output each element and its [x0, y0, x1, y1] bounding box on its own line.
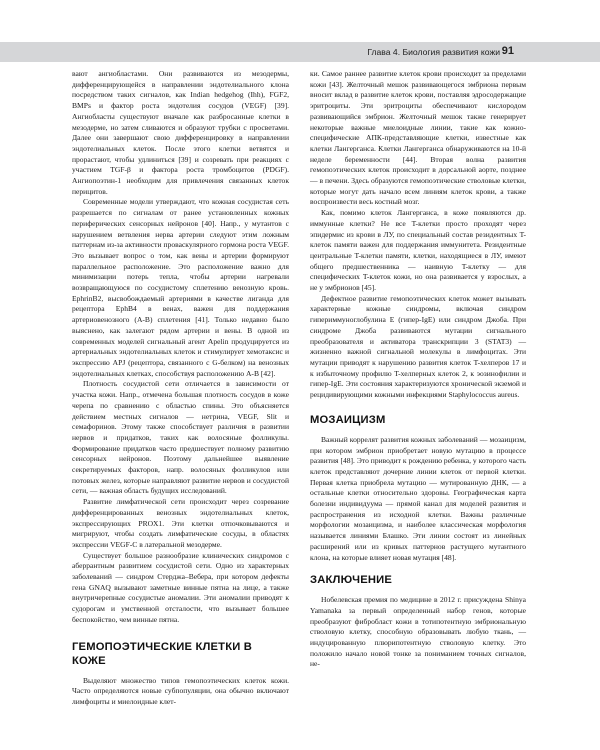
paragraph: Существует большое разнообразие клинических синдромов с аберрантным развитием сосудистой сети. Одно из характерных заболеваний — синдром Стерджа–Вебера, при котором дефекты гена GNAQ вызывают заметные винные пятна на лице, а также внутричерепные сосудистые аномалии. Эти аномалии приводят к судорогам и умственной отсталости, что вызывает большее беспокойство, чем винные пятна. [72, 550, 289, 624]
paragraph: Развитие лимфатической сети происходит через созревание дифференцированных венозных эндотелиальных клеток, экспрессирующих PROX1. Эти клетки отпочковываются и мигрируют, чтобы создать лимфатические сосуды, в областях экспрессии VEGF-C в латеральной мезодерме. [72, 497, 289, 549]
section-heading-mosaicism: МОЗАИЦИЗМ [310, 413, 386, 426]
left-column [72, 69, 289, 708]
paragraph: Выделяют множество типов гемопоэтических клеток кожи. Часто определяются новые субпопуляции, она обычно включают лимфоциты и миелоидные клет- [72, 675, 289, 706]
paragraph: ки. Самое раннее развитие клеток крови происходит за пределами кожи [43]. Желточный мешок развивающегося эмбриона первым вносит вклад в развитие клеток крови, поставляя эдросодержащие эритроциты. Эти эритроциты обеспечивают кислородом развивающийся эмбрион. Желточный мешок также генерирует некоторые важные миелоидные линии, такие как кожно-специфические АПК-представляющие клетки, известные как клетки Лангерганса. Клетки Лангерганса обнаруживаются на 10-й неделе беременности [44]. Вторая волна развития гемопоэтических клеток происходит в дорсальной аорте, позднее — в печени. Здесь образуются гемопоэтические стволовые клетки, которые могут дать начало всем линиям клеток крови, а также воспроизвести весь костный мозг. [310, 69, 526, 207]
section-heading-conclusion: ЗАКЛЮЧЕНИЕ [310, 574, 393, 587]
paragraph: Как, помимо клеток Лангерганса, в коже появляются др. иммунные клетки? Не все T-клетки просто проходят через эпидермис из крови в ЛУ, по специальный состав резидентных T-клеток памяти важен для поддержания иммунитета. Резидентные центральные T-клетки памяти, клетки, находящиеся в ЛУ, имеют общего предшественника — наивную T-клетку — для специфических T-клеток кожи, но она развивается у взрослых, а не у эмбрионов [45]. [310, 208, 526, 293]
paragraph: Плотность сосудистой сети отличается в зависимости от участка кожи. Напр., отмечена большая плотность сосудов в коже черепа по сравнению с областью спины. Это объясняется действием местных сигналов — нетрина, VEGF, Slit и семафоринов. Этому также способствует различия в развитии нервов и придатков, таких как волосяные фолликулы. Формирование придатков часто предшествует полному развитию сенсорных нейронов. Поэтому дальнейшее выявление секретируемых факторов, напр. волосяных фолликулов или потовых желез, которые направляют развитие нервов и сосудистой сети, — важная область будущих исследований. [72, 379, 289, 496]
paragraph: Нобелевская премия по медицине в 2012 г. присуждена Shinya Yamanaka за первый определенный набор генов, которые преобразуют фибробласт кожи в тотипотентную эмбриональную стволовую клетку, способную образовывать любую ткань, — индуцированную плюрипотентную стволовую клетку. Это положило начало новой тонке за пониманием точных сигналов, не- [310, 595, 526, 669]
paragraph: вают ангиобластами. Они развиваются из мезодермы, дифференцирующейся в направлении эндотелиального клона посредством таких сигналов, как Indian hedgehog (Ihh), FGF2, BMPs и фактор роста эндотелия сосудов (VEGF) [39]. Ангиобласты существуют вначале как разбросанные клетки в мезодерме, но затем сливаются и образуют трубки с просветами. Далее они завершают свою дифференцировку в направлении эндотелиальных клеток. После этого клетки ветвятся и прорастают, чтобы удлиниться [39] и созревать при реакциях с участием TGF-β и фактора роста тромбоцитов (PDGF). Ангиопоэтин-1 необходим для привлечения связанных клеток перицитов. [72, 69, 289, 196]
right-column [310, 69, 526, 670]
chapter-title: Глава 4. Биология развития кожи [367, 47, 500, 57]
section-heading-hematopoietic: ГЕМОПОЭТИЧЕСКИЕ КЛЕТКИ В КОЖЕ [72, 640, 253, 667]
paragraph: Современные модели утверждают, что кожная сосудистая сеть разрешается по сигналам от ранее установленных кожных периферических сенсорных нейронов [40]. Напр., у мутантов с нарушением ветвления нерва артерии следуют этим ложным паттернам из-за активности проваскулярного гормона роста VEGF. Это вызывает вопрос о том, как вены и артерии формируют параллельное расположение. Это расположение важно для минимизации потерь тепла, чтобы артерии нагревали возвращающуюся по сосудистому сплетению венозную кровь. EphrinB2, высвобождаемый артериями в качестве лиганда для рецептора EphB4 в венах, важен для поддержания артериовенозного (A-B) сплетения [41]. Только недавно было выяснено, как залегают рядом артерии и вены. В одной из современных моделей сигнальный агент Apelin продуцируется из артериальных эндотелиальных клеток и стимулирует хемотаксис и экспрессию APJ (рецептора, связанного с G-белком) на венозных эндотелиальных клетках, способствуя расположению A-B [42]. [72, 197, 289, 378]
paragraph: Важный коррелят развития кожных заболеваний — мозаицизм, при котором эмбрион приобретает новую мутацию в процессе развития [48]. Это приводит к рождению ребенка, у которого часть клеток представляют дочерние линии клеток от первой клетки. Первая клетка приобрела мутацию — мутированную ДНК, — а остальные клетки относительно здоровы. Географическая карта болезни индивидуума — прямой канал для моделей развития и распространения из исходной клетки. Важны различные морфологии мозаицизма, и наиболее классическая морфология называется линиями Блашко. Эти линии состоят из линейных расширений или из кривых паттернов растущего мутантного клона, на которые влияет новая мутация [48]. [310, 434, 526, 562]
paragraph: Дефектное развитие гемопоэтических клеток может вызывать характерные кожные синдромы, включая синдром гипериммуноглобулина E (гипер-IgE) или синдром Джоба. При синдроме Джоба развиваются мутации сигнального преобразователя и активатора транскрипции 3 (STAT3) — жизненно важной сигнальной молекулы в лимфоцитах. Эти мутации приводят к нарушению развития клеток T-хелперов 17 и к избыточному профилю T-хелперных клеток 2, к эозинофилии и гипер-IgE. Эти состояния характеризуются хронической экземой и рецидивирующими кожными инфекциями Staphylococcus aureus. [310, 293, 526, 400]
page-number: 91 [501, 45, 514, 57]
